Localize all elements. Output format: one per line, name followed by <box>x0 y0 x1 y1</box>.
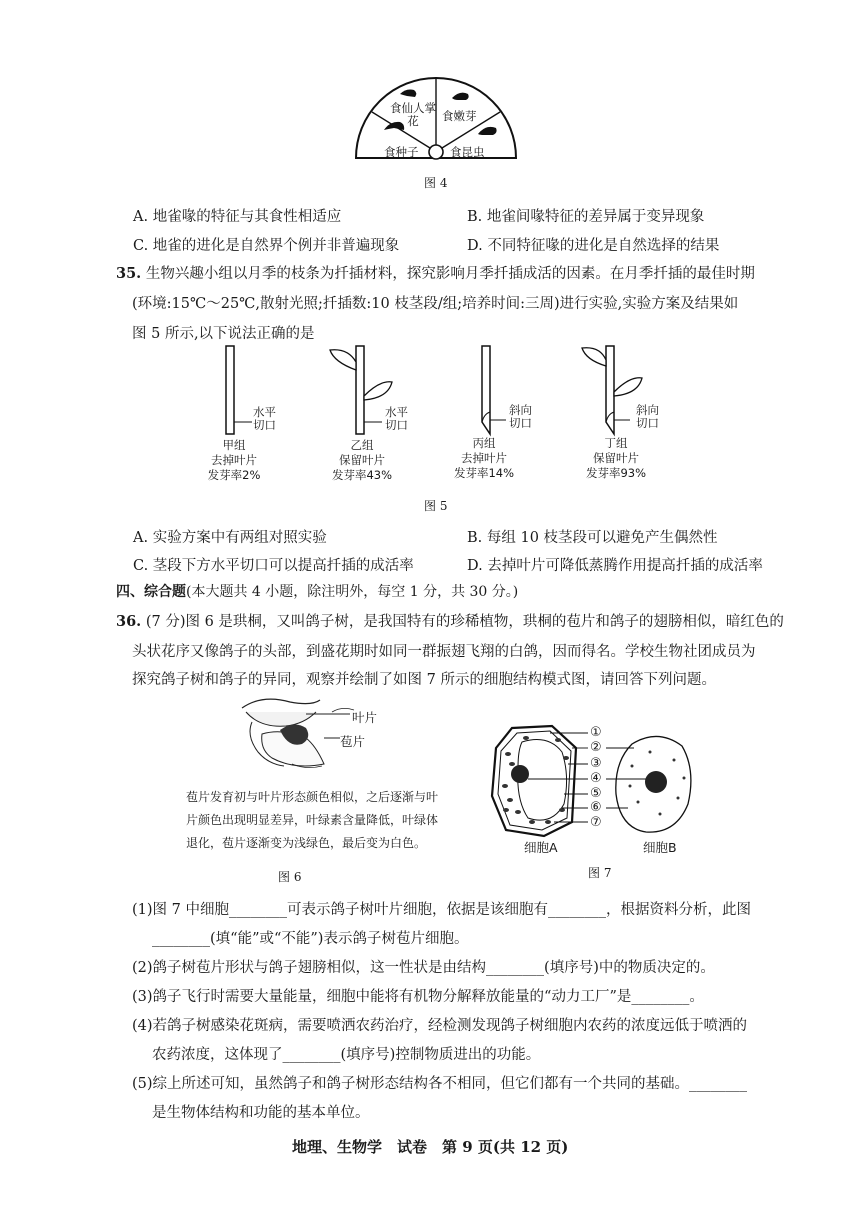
q36-sub1-line-2: ________(填“能”或“不能”)表示鸽子树苞片细胞。 <box>152 931 469 947</box>
figure-4-caption: 图 4 <box>424 176 448 190</box>
fig7-label-1: ① <box>590 725 602 740</box>
group-ding: 丁组 保留叶片 发芽率93% <box>585 436 647 480</box>
q35-line-1 <box>116 262 755 283</box>
label-cactus: 食仙人掌花 <box>390 101 436 128</box>
q35-text-1: 生物兴趣小组以月季的枝条为扦插材料，探究影响月季扦插成活的因素。在月季扦插的最佳时期 <box>145 266 755 282</box>
q35-number: 35. <box>116 265 142 282</box>
q35-option-d: D. 去掉叶片可降低蒸腾作用提高扦插的成活率 <box>467 558 763 574</box>
figure-4-diagram <box>350 72 522 164</box>
cut-label-ding: 斜向 切口 <box>636 403 659 430</box>
figure-5-caption: 图 5 <box>424 499 448 513</box>
label-buds: 食嫩芽 <box>442 109 477 123</box>
label-insects: 食昆虫 <box>450 145 485 159</box>
section-4-heading <box>116 581 518 601</box>
fig6-note-3: 退化，苞片逐渐变为浅绿色，最后变为白色。 <box>186 836 427 850</box>
q36-sub2: (2)鸽子树苞片形状与鸽子翅膀相似，这一性状是由结构________(填序号)中的物质决定的。 <box>132 960 715 976</box>
q36-sub4-line-1: (4)若鸽子树感染花斑病，需要喷洒农药治疗，经检测发现鸽子树细胞内农药的浓度远低于喷洒的 <box>132 1018 748 1034</box>
q34-option-b: B. 地雀间喙特征的差异属于变异现象 <box>467 209 705 225</box>
section-4-title: 四、综合题 <box>116 584 186 600</box>
q34-option-d: D. 不同特征喙的进化是自然选择的结果 <box>467 238 720 254</box>
fig6-note-1: 苞片发育初与叶片形态颜色相似，之后逐渐与叶 <box>186 790 439 804</box>
q36-line-1 <box>116 610 784 631</box>
fig6-note-2: 片颜色出现明显差异，叶绿素含量降低，叶绿体 <box>186 813 439 827</box>
fig7-label-3: ③ <box>590 756 602 771</box>
bird-bud-icon <box>452 93 469 100</box>
fig6-leaf-label: 叶片 <box>352 710 378 725</box>
q36-line-2: 头状花序又像鸽子的头部，到盛花期时如同一群振翅飞翔的白鸽，因而得名。学校生物社团成员为 <box>132 644 756 660</box>
q34-option-c: C. 地雀的进化是自然界个例并非普遍现象 <box>133 238 400 254</box>
q36-number: 36. <box>116 613 142 630</box>
figure-4 <box>350 72 522 164</box>
cell-b-label: 细胞B <box>643 840 677 855</box>
q35-line-2: (环境:15℃～25℃,散射光照;扦插数:10 枝茎段/组;培养时间:三周)进行实验,实验方案及结果如 <box>132 296 739 312</box>
cut-label-yi: 水平 切口 <box>385 405 408 432</box>
cut-label-jia: 水平 切口 <box>253 405 276 432</box>
q36-sub4-line-2: 农药浓度，这体现了________(填序号)控制物质进出的功能。 <box>152 1047 541 1063</box>
q35-option-a: A. 实验方案中有两组对照实验 <box>133 530 327 546</box>
page-footer: 地理、生物学 试卷 第 9 页(共 12 页) <box>292 1138 569 1156</box>
q35-line-3: 图 5 所示,以下说法正确的是 <box>132 326 315 342</box>
q34-option-a: A. 地雀喙的特征与其食性相适应 <box>133 209 342 225</box>
q36-sub1-line-1: (1)图 7 中细胞________可表示鸽子树叶片细胞，依据是该细胞有________，根据资料分析，此图 <box>132 902 751 918</box>
q35-option-b: B. 每组 10 枝茎段可以避免产生偶然性 <box>467 530 718 546</box>
cell-a-label: 细胞A <box>524 840 558 855</box>
label-seeds: 食种子 <box>384 145 419 159</box>
q36-sub3: (3)鸽子飞行时需要大量能量，细胞中能将有机物分解释放能量的“动力工厂”是________。 <box>132 989 704 1005</box>
group-bing: 丙组 去掉叶片 发芽率14% <box>453 436 515 480</box>
cut-label-bing: 斜向 切口 <box>509 403 532 430</box>
fig7-label-7: ⑦ <box>590 815 602 830</box>
group-jia: 甲组 去掉叶片 发芽率2% <box>207 438 261 482</box>
fig7-label-6: ⑥ <box>590 800 602 815</box>
figure-6-caption: 图 6 <box>278 870 302 884</box>
bird-insect-icon <box>478 127 497 135</box>
q36-line-3: 探究鸽子树和鸽子的异同，观察并绘制了如图 7 所示的细胞结构模式图，请回答下列问题。 <box>132 672 716 688</box>
fig7-label-4: ④ <box>590 771 602 786</box>
q36-sub5-line-2: 是生物体结构和功能的基本单位。 <box>152 1105 370 1121</box>
group-yi: 乙组 保留叶片 发芽率43% <box>331 438 393 482</box>
fig7-label-5: ⑤ <box>590 786 602 801</box>
q35-option-c: C. 茎段下方水平切口可以提高扦插的成活率 <box>133 558 414 574</box>
q36-sub5-line-1: (5)综上所述可知，虽然鸽子和鸽子树形态结构各不相同，但它们都有一个共同的基础。________ <box>132 1076 748 1092</box>
figure-7-caption: 图 7 <box>588 866 612 880</box>
q36-text-1: (7 分)图 6 是珙桐，又叫鸽子树，是我国特有的珍稀植物，珙桐的苞片和鸽子的翅膀相似，暗红色的 <box>145 614 784 630</box>
section-4-note: (本大题共 4 小题，除注明外，每空 1 分，共 30 分。) <box>186 584 519 600</box>
fig7-label-2: ② <box>590 740 602 755</box>
bird-cactus-icon <box>400 90 416 98</box>
fig6-bract-label: 苞片 <box>340 734 366 749</box>
